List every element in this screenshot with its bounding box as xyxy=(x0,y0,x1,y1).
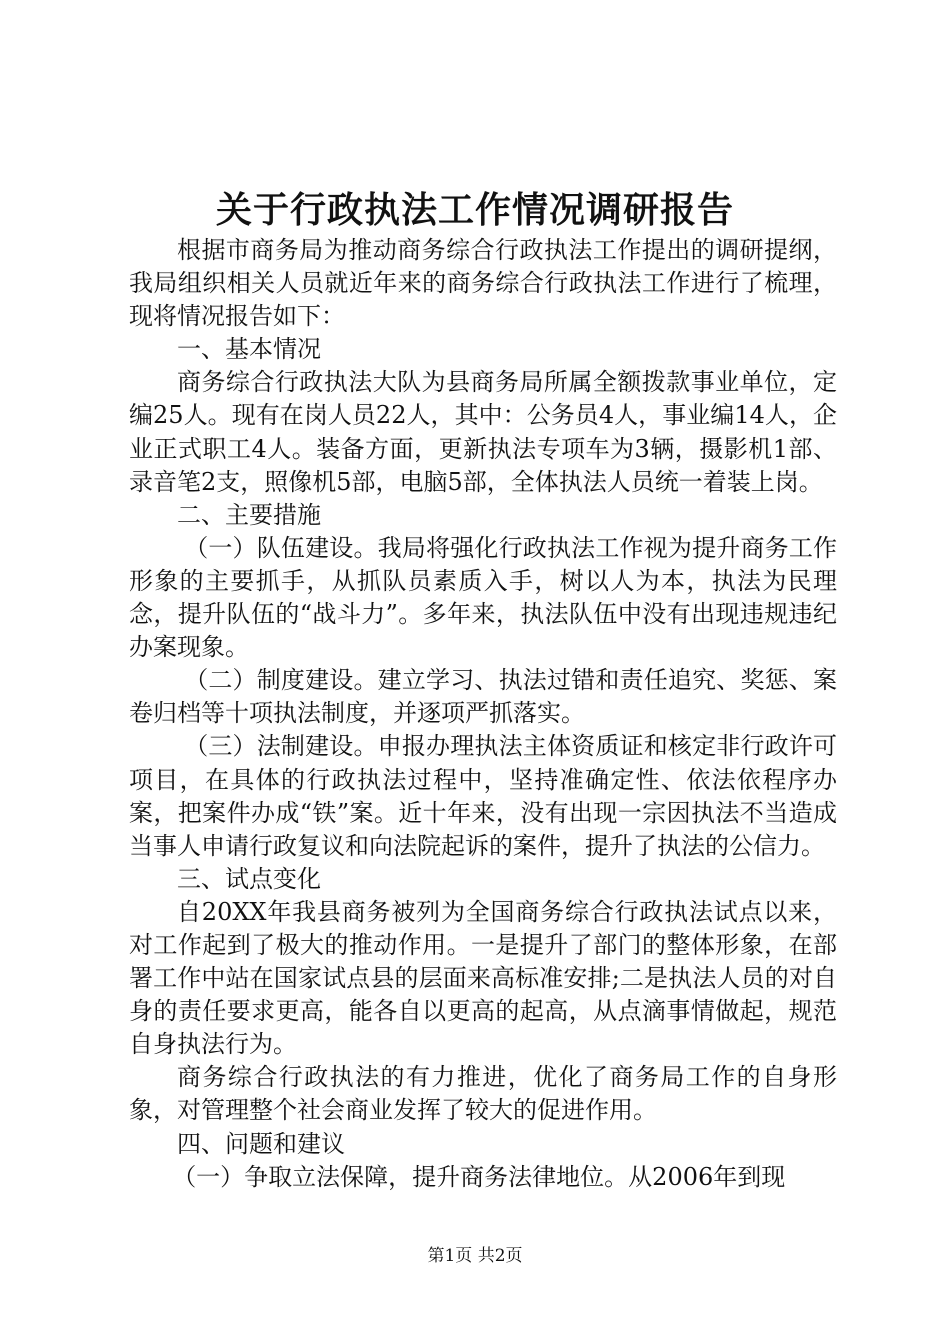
paragraph-pilot-effect: 商务综合行政执法的有力推进，优化了商务局工作的自身形象，对管理整个社会商业发挥了较大的促进作用。 xyxy=(129,1063,837,1125)
paragraph-basic-info: 商务综合行政执法大队为县商务局所属全额拨款事业单位，定编25人。现有在岗人员22人，其中：公务员4人，事业编14人，企业正式职工4人。装备方面，更新执法专项车为3辆，摄影机1部、录音笔2支，照像机5部，电脑5部，全体执法人员统一着装上岗。 xyxy=(129,368,837,496)
section-heading-measures: 二、主要措施 xyxy=(177,500,321,529)
paragraph-team-building: （一）队伍建设。我局将强化行政执法工作视为提升商务工作形象的主要抓手，从抓队员素质入手，树以人为本，执法为民理念，提升队伍的“战斗力”。多年来，执法队伍中没有出现违规违纪办案现象。 xyxy=(129,533,837,662)
paragraph-legislation: （一）争取立法保障，提升商务法律地位。从2006年到现 xyxy=(172,1162,786,1191)
document-body xyxy=(129,234,837,1194)
page-footer: 第1页 共2页 xyxy=(427,1246,523,1266)
document-title: 关于行政执法工作情况调研报告 xyxy=(215,189,734,231)
paragraph-system-building: （二）制度建设。建立学习、执法过错和责任追究、奖惩、案卷归档等十项执法制度，并逐项严抓落实。 xyxy=(129,666,837,728)
paragraph-pilot-changes: 自20XX年我县商务被列为全国商务综合行政执法试点以来，对工作起到了极大的推动作用。一是提升了部门的整体形象，在部署工作中站在国家试点县的层面来高标准安排;二是执法人员的对自身的责任要求更高，能各自以更高的起高，从点滴事情做起，规范自身执法行为。 xyxy=(129,897,837,1059)
section-heading-pilot: 三、试点变化 xyxy=(177,864,321,893)
section-heading-issues: 四、问题和建议 xyxy=(177,1129,345,1158)
paragraph-intro: 根据市商务局为推动商务综合行政执法工作提出的调研提纲，我局组织相关人员就近年来的商务综合行政执法工作进行了梳理，现将情况报告如下： xyxy=(129,236,837,331)
section-heading-basic: 一、基本情况 xyxy=(177,335,321,364)
paragraph-legal-building: （三）法制建设。申报办理执法主体资质证和核定非行政许可项目，在具体的行政执法过程中，坚持准确定性、依法依程序办案，把案件办成“铁”案。近十年来，没有出现一宗因执法不当造成当事人申请行政复议和向法院起诉的案件，提升了执法的公信力。 xyxy=(129,732,837,860)
